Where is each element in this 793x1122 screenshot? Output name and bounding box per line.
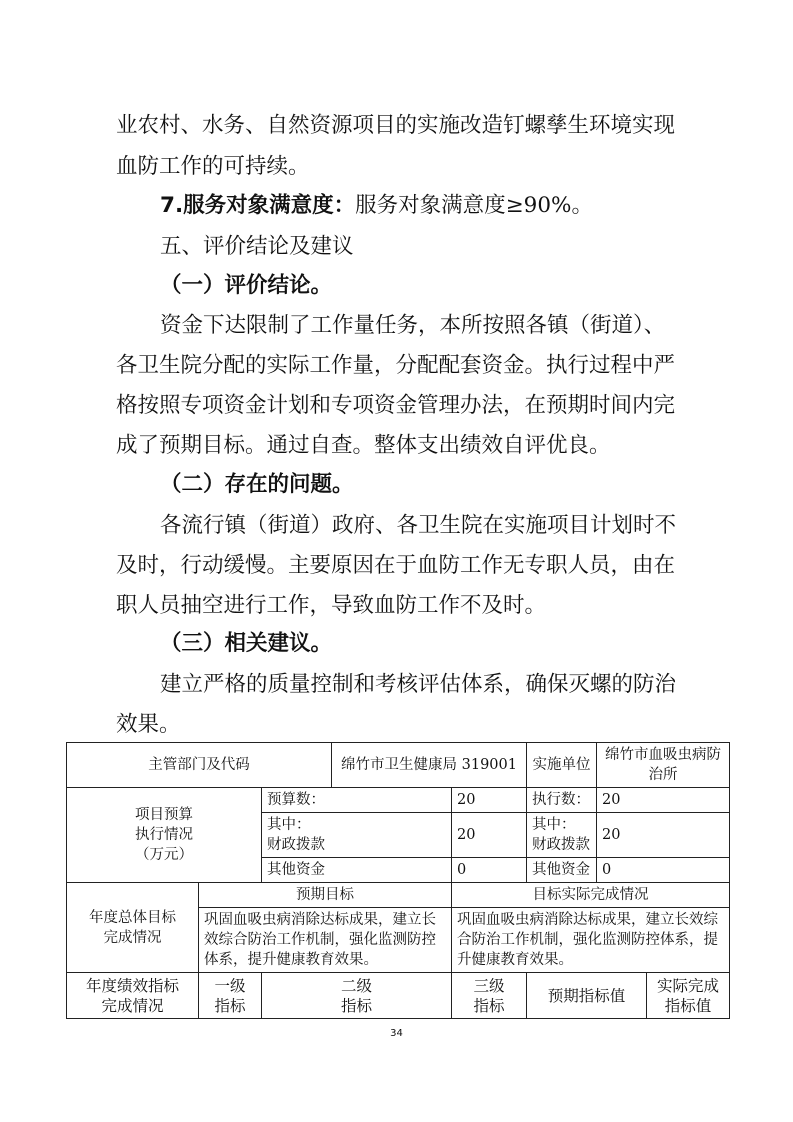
paragraph-line: 建立严格的质量控制和考核评估体系，确保灭螺的防治	[160, 672, 677, 697]
satisfaction-line	[160, 188, 593, 219]
paragraph-line: 资金下达限制了工作量任务，本所按照各镇（街道）、	[160, 313, 666, 338]
expected-goal-header: 预期目标	[199, 883, 452, 908]
paragraph-line: 效果。	[116, 712, 181, 737]
paragraph-line: 格按照专项资金计划和专项资金管理办法，在预期时间内完	[116, 393, 676, 418]
budget-label-cell: 项目预算 执行情况 （万元）	[67, 788, 262, 883]
subheading-conclusion: （一）评价结论。	[160, 273, 333, 298]
satisfaction-text: 服务对象满意度≥90%。	[355, 193, 593, 218]
budget-amount: 20	[452, 788, 527, 813]
satisfaction-label: 7.服务对象满意度：	[160, 193, 356, 218]
actual-goal-header: 目标实际完成情况	[452, 883, 730, 908]
other-funds-exec: 0	[597, 858, 730, 883]
performance-indicator-label: 年度绩效指标 完成情况	[67, 973, 199, 1019]
of-which-exec-label: 其中： 财政拨款	[527, 813, 597, 858]
section-heading: 五、评价结论及建议	[160, 234, 354, 259]
impl-label-cell: 实施单位	[527, 743, 597, 788]
subheading-suggestions: （三）相关建议。	[160, 631, 333, 656]
actual-value-header: 实际完成指标值	[647, 973, 730, 1019]
expected-goal-text: 巩固血吸虫病消除达标成果，建立长效综合防治工作机制，强化监测防控体系，提升健康教育效果。	[199, 908, 452, 973]
paragraph-line: 血防工作的可持续。	[116, 154, 310, 179]
paragraph-line: 各卫生院分配的实际工作量，分配配套资金。执行过程中严	[116, 353, 676, 378]
paragraph-line: 及时，行动缓慢。主要原因在于血防工作无专职人员，由在	[116, 553, 676, 578]
paragraph-line: 成了预期目标。通过自查。整体支出绩效自评优良。	[116, 433, 611, 458]
dept-label-cell: 主管部门及代码	[67, 743, 332, 788]
of-which-label: 其中： 财政拨款	[262, 813, 452, 858]
dept-value-cell: 绵竹市卫生健康局 319001	[332, 743, 527, 788]
exec-amount: 20	[597, 788, 730, 813]
level1-indicator-header: 一级 指标	[199, 973, 262, 1019]
other-funds-budget: 0	[452, 858, 527, 883]
of-which-budget: 20	[452, 813, 527, 858]
annual-goal-label: 年度总体目标 完成情况	[67, 883, 199, 973]
subheading-problems: （二）存在的问题。	[160, 472, 354, 497]
performance-table	[66, 742, 730, 1019]
exec-amount-label: 执行数：	[527, 788, 597, 813]
impl-value-cell: 绵竹市血吸虫病防治所	[597, 743, 730, 788]
level2-indicator-header: 二级 指标	[262, 973, 452, 1019]
other-funds-label: 其他资金	[262, 858, 452, 883]
paragraph-line: 业农村、水务、自然资源项目的实施改造钉螺孳生环境实现	[116, 113, 676, 138]
budget-amount-label: 预算数：	[262, 788, 452, 813]
other-funds-exec-label: 其他资金	[527, 858, 597, 883]
paragraph-line: 各流行镇（街道）政府、各卫生院在实施项目计划时不	[160, 513, 677, 538]
paragraph-line: 职人员抽空进行工作，导致血防工作不及时。	[116, 593, 547, 618]
page-number: 34	[390, 1028, 403, 1039]
level3-indicator-header: 三级 指标	[452, 973, 527, 1019]
expected-value-header: 预期指标值	[527, 973, 647, 1019]
actual-goal-text: 巩固血吸虫病消除达标成果，建立长效综合防治工作机制，强化监测防控体系，提升健康教育效果。	[452, 908, 730, 973]
of-which-exec: 20	[597, 813, 730, 858]
